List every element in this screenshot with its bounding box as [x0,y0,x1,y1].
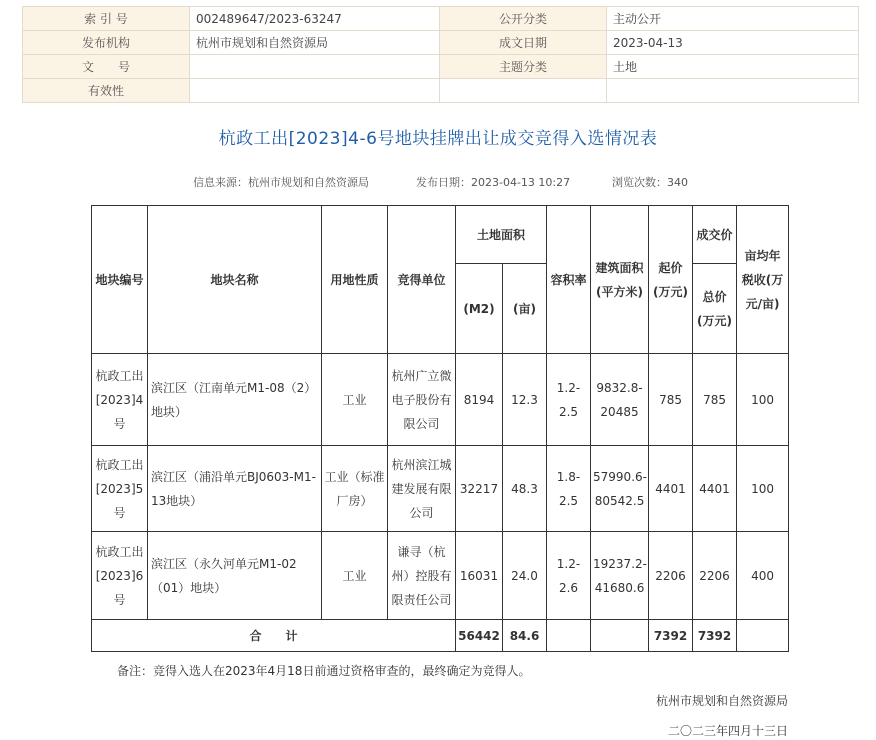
meta-table [22,6,859,103]
land-result-table [91,205,789,652]
header-land-use: 用地性质 [322,206,388,354]
cell-build-area: 19237.2-41680.6 [591,532,649,620]
total-row [92,620,789,652]
open-class-value: 主动公开 [607,7,859,31]
header-area-mu: (亩) [503,264,547,354]
cell-build-area: 9832.8-20485 [591,354,649,446]
validity-label: 有效性 [23,79,190,103]
header-plot-no: 地块编号 [92,206,148,354]
cell-plot-no: 杭政工出[2023]6号 [92,532,148,620]
cell-area-mu: 24.0 [503,532,547,620]
cell-deal-total: 2206 [693,532,737,620]
cell-bidder: 杭州广立微电子股份有限公司 [388,354,456,446]
date-value: 2023-04-13 [607,31,859,55]
doc-no-value [190,55,440,79]
cell-area-m2: 8194 [456,354,503,446]
cell-far: 1.2-2.6 [547,532,591,620]
table-row [92,446,789,532]
cell-tax: 400 [737,532,789,620]
cell-start-price: 4401 [649,446,693,532]
cell-start-price: 785 [649,354,693,446]
validity-value [190,79,440,103]
cell-deal-total: 4401 [693,446,737,532]
header-bidder: 竞得单位 [388,206,456,354]
cell-area-m2: 32217 [456,446,503,532]
header-far: 容积率 [547,206,591,354]
info-views: 浏览次数：340 [612,176,688,189]
header-deal-total: 总价(万元) [693,264,737,354]
empty-cell [607,79,859,103]
date-label: 成文日期 [440,31,607,55]
cell-plot-no: 杭政工出[2023]5号 [92,446,148,532]
total-build-area [591,620,649,652]
total-area-m2: 56442 [456,620,503,652]
header-plot-name: 地块名称 [148,206,322,354]
cell-area-m2: 16031 [456,532,503,620]
cell-deal-total: 785 [693,354,737,446]
header-tax: 亩均年税收(万元/亩) [737,206,789,354]
signature-date: 二〇二三年四月十三日 [667,724,788,738]
cell-area-mu: 48.3 [503,446,547,532]
cell-tax: 100 [737,446,789,532]
index-label: 索 引 号 [23,7,190,31]
header-build-area: 建筑面积(平方米) [591,206,649,354]
info-published: 发布日期：2023-04-13 10:27 [416,176,571,189]
org-label: 发布机构 [23,31,190,55]
cell-plot-name: 滨江区（浦沿单元BJ0603-M1-13地块） [148,446,322,532]
total-label: 合 计 [92,620,456,652]
header-land-area: 土地面积 [456,206,547,264]
header-start-price: 起价(万元) [649,206,693,354]
cell-plot-name: 滨江区（江南单元M1-08（2）地块） [148,354,322,446]
cell-land-use: 工业（标准厂房） [322,446,388,532]
remark: 备注：竞得入选人在2023年4月18日前通过资格审查的，最终确定为竞得人。 [117,664,531,678]
empty-cell [440,79,607,103]
cell-bidder: 杭州滨江城建发展有限公司 [388,446,456,532]
topic-value: 土地 [607,55,859,79]
total-tax [737,620,789,652]
topic-label: 主题分类 [440,55,607,79]
signature-org: 杭州市规划和自然资源局 [655,694,788,708]
table-row [92,354,789,446]
cell-far: 1.2-2.5 [547,354,591,446]
cell-plot-name: 滨江区（永久河单元M1-02（01）地块） [148,532,322,620]
cell-plot-no: 杭政工出[2023]4号 [92,354,148,446]
total-deal-total: 7392 [693,620,737,652]
info-source: 信息来源：杭州市规划和自然资源局 [193,176,369,189]
cell-land-use: 工业 [322,354,388,446]
cell-land-use: 工业 [322,532,388,620]
total-far [547,620,591,652]
index-value: 002489647/2023-63247 [190,7,440,31]
open-class-label: 公开分类 [440,7,607,31]
cell-area-mu: 12.3 [503,354,547,446]
header-deal-price: 成交价 [693,206,737,264]
cell-build-area: 57990.6-80542.5 [591,446,649,532]
org-value: 杭州市规划和自然资源局 [190,31,440,55]
total-start-price: 7392 [649,620,693,652]
doc-no-label: 文 号 [23,55,190,79]
cell-start-price: 2206 [649,532,693,620]
page-title: 杭政工出[2023]4-6号地块挂牌出让成交竞得入选情况表 [218,129,658,149]
cell-far: 1.8-2.5 [547,446,591,532]
table-row [92,532,789,620]
cell-tax: 100 [737,354,789,446]
header-area-m2: (M2) [456,264,503,354]
cell-bidder: 谦寻（杭州）控股有限责任公司 [388,532,456,620]
total-area-mu: 84.6 [503,620,547,652]
